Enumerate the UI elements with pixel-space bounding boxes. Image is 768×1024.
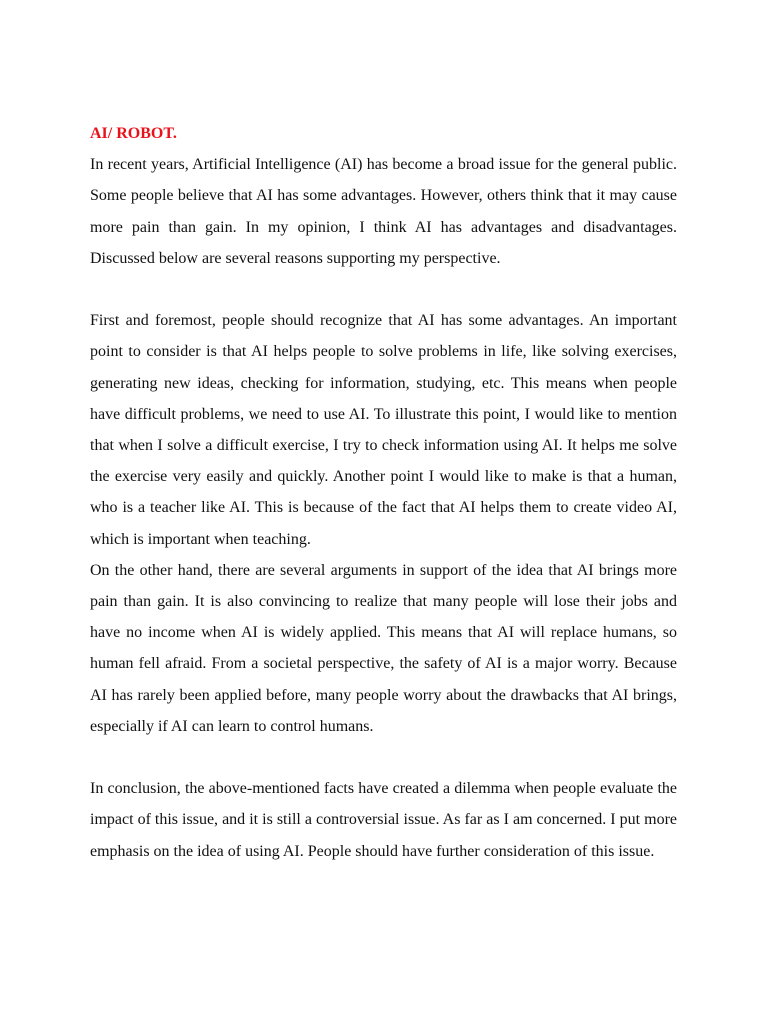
paragraph-advantages: First and foremost, people should recognize that AI has some advantages. An important point to consider is that AI helps people to solve problems in life, like solving exercises, generating new ideas, checking for information, studying, etc. This means when people have difficult problems, we need to use AI. To illustrate this point, I would like to mention that when I solve a difficult exercise, I try to check information using AI. It helps me solve the exercise very easily and quickly. Another point I would like to make is that a human, who is a teacher like AI. This is because of the fact that AI helps them to create video AI, which is important when teaching. [90, 312, 677, 548]
document-title: AI/ ROBOT. [90, 125, 177, 142]
document-page [90, 118, 677, 867]
paragraph-introduction: In recent years, Artificial Intelligence (AI) has become a broad issue for the general public. Some people believe that AI has some advantages. However, others think that it may cause more pain than gain. In my opinion, I think AI has advantages and disadvantages. Discussed below are several reasons supporting my perspective. [90, 156, 677, 267]
paragraph-disadvantages: On the other hand, there are several arguments in support of the idea that AI brings more pain than gain. It is also convincing to realize that many people will lose their jobs and have no income when AI is widely applied. This means that AI will replace humans, so human fell afraid. From a societal perspective, the safety of AI is a major worry. Because AI has rarely been applied before, many people worry about the drawbacks that AI brings, especially if AI can learn to control humans. [90, 561, 677, 735]
paragraph-gap [90, 742, 677, 773]
paragraph-gap [90, 274, 677, 305]
paragraph-conclusion: In conclusion, the above-mentioned facts have created a dilemma when people evaluate the impact of this issue, and it is still a controversial issue. As far as I am concerned. I put more emphasis on the idea of using AI. People should have further consideration of this issue. [90, 780, 677, 860]
